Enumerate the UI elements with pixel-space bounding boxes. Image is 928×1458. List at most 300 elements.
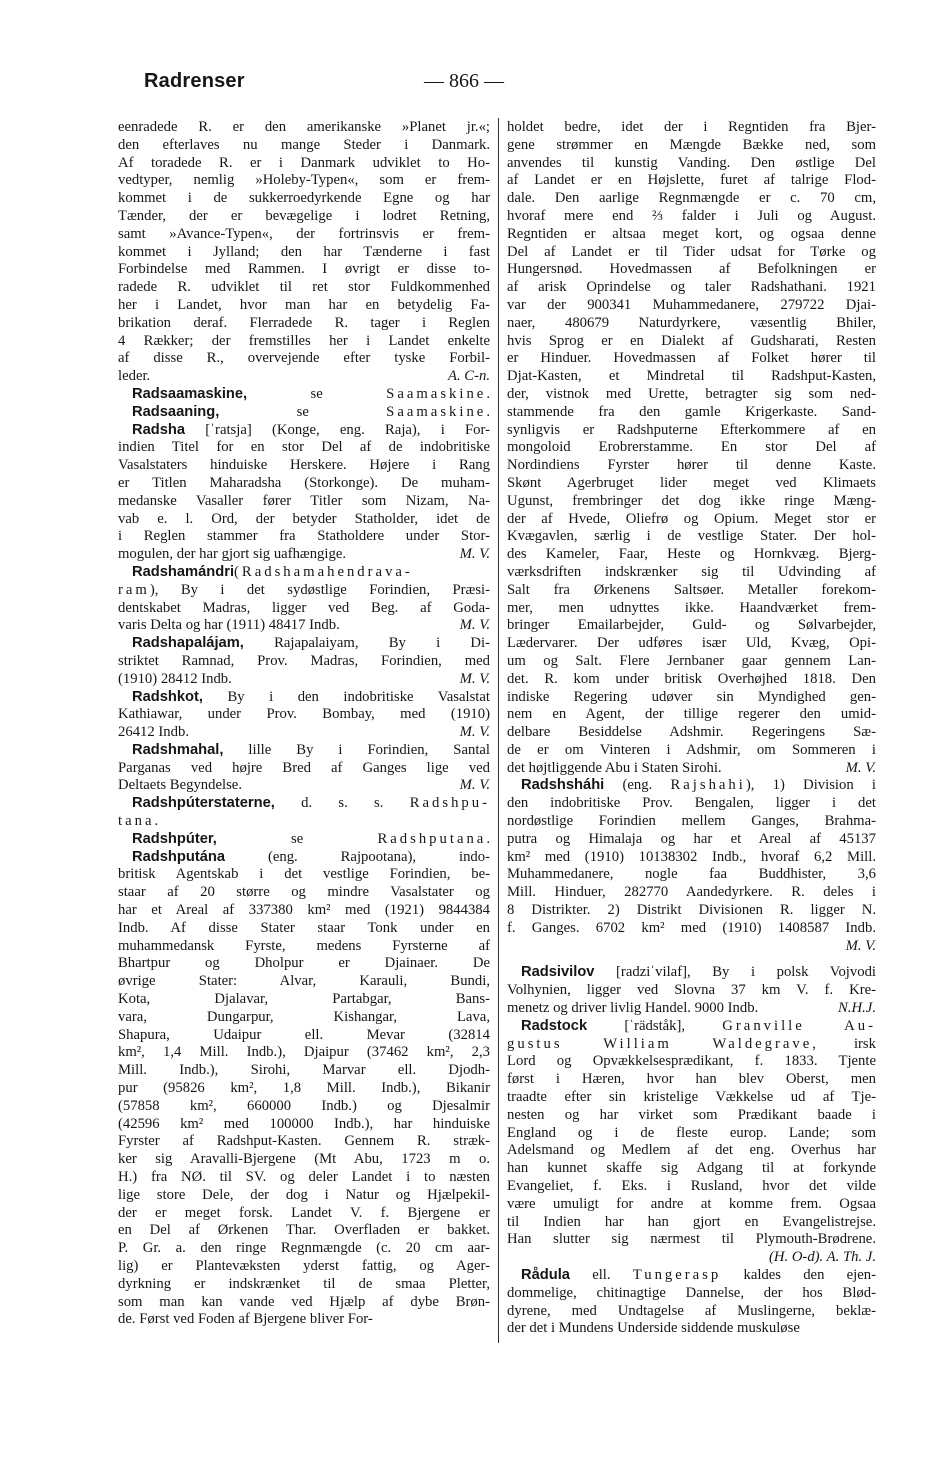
text-line — [507, 902, 876, 920]
text-line — [118, 813, 490, 831]
text-line — [507, 1142, 876, 1160]
text-line — [118, 511, 490, 529]
line-text: Shapura, Udaipur ell. Mevar (32814 — [118, 1026, 490, 1043]
text-line — [507, 1285, 876, 1303]
line-text: (eng. — [604, 777, 671, 794]
text-line — [118, 368, 490, 386]
spaced-term: Radshpu- — [409, 795, 490, 812]
line-text: By i den indobritiske Vasalstat — [203, 688, 490, 705]
line-text: des Kameler, Faar, Heste og Hornkvæg. Bjerg- — [507, 546, 876, 563]
entry-headword: Radshputána — [132, 848, 226, 865]
line-text: mer, men udnyttes ikke. Haandværket frem- — [507, 599, 876, 616]
entry-headword: Radshkot, — [132, 688, 203, 705]
text-line — [507, 1071, 876, 1089]
text-line — [118, 1258, 490, 1276]
line-text: den efterlaves nu mange Steder i Danmark. — [118, 136, 490, 153]
text-line — [507, 511, 876, 529]
line-text: se — [247, 385, 387, 402]
line-text: H.) fra NØ. til SV. og deler Landet i to næsten — [118, 1169, 490, 1186]
line-text: dommelige, chitinagtige Dannelse, der hos Blød- — [507, 1284, 876, 1301]
entry-headword: Rådula — [521, 1267, 570, 1283]
text-line — [507, 279, 876, 297]
text-line — [507, 172, 876, 190]
line-text: som man kan vande ved Hjælp af dybe Brøn- — [118, 1293, 490, 1310]
text-line — [507, 1107, 876, 1125]
line-text: holdet bedre, idet der i Regntiden fra Bjer- — [507, 119, 876, 135]
text-line — [118, 119, 490, 137]
line-text: naer, 480679 Naturdyrkere, væsentlig Bhiler, — [507, 314, 876, 331]
line-text: leder. — [118, 368, 151, 385]
line-text: P. Gr. a. den ringe Regnmængde (c. 20 cm aar- — [118, 1240, 490, 1257]
line-text: er Titlen Maharadsha (Storkonge). De muham- — [118, 474, 490, 491]
spaced-term: Granville Au- — [722, 1017, 876, 1034]
line-text: lig) er Plantevæksten yderst fattig, og Ager- — [118, 1258, 490, 1274]
line-text: hvis Sprog er en Dialekt af Gudsharati, Resten — [507, 332, 876, 349]
line-text: nem en Agent, der tillige regerer den umid- — [507, 706, 876, 723]
entry-first-line — [118, 831, 490, 849]
entry-first-line — [118, 564, 490, 582]
line-text: pur (95826 km², 1,8 Mill. Indb.), Bikanir — [118, 1080, 490, 1097]
line-text: se — [219, 403, 387, 420]
spaced-term: (Radshamahendrava- — [234, 563, 413, 580]
text-line — [507, 866, 876, 884]
text-line — [507, 350, 876, 368]
text-line — [507, 920, 876, 938]
line-text: Volhynien, ligger ved Slovna 37 km V. f. Kre- — [507, 982, 876, 999]
text-line — [118, 208, 490, 226]
text-line — [118, 315, 490, 333]
line-text: delbare Besiddelse Adshmir. Regeringens Sæ- — [507, 724, 876, 741]
text-line — [507, 724, 876, 742]
text-line — [118, 528, 490, 546]
line-text: Indb. Af disse Stater staar Tonk under en — [118, 919, 490, 936]
line-text: medanske Vasaller fører Titler som Nizam, Na- — [118, 492, 490, 509]
text-line — [507, 439, 876, 457]
text-line — [118, 1027, 490, 1045]
line-text: øvrige Stater: Alvar, Karauli, Bundi, — [118, 973, 490, 990]
entry-headword: Radshapalájam, — [132, 635, 244, 652]
entry-first-line — [118, 689, 490, 707]
text-line — [507, 475, 876, 493]
line-text: dentskabet Madras, ligger ved Beg. af Goda- — [118, 599, 490, 616]
line-text: vara, Dungarpur, Kishangar, Lava, — [118, 1008, 490, 1025]
line-text: kommet i de sukkerroedyrkende Egne og har — [118, 190, 490, 207]
text-line — [118, 297, 490, 315]
entry-headword: Radsivilov — [521, 964, 595, 981]
text-line — [507, 982, 876, 1000]
line-text: er Hinduer. Hovedmassen af Folket hører til — [507, 350, 876, 367]
line-text: Mill. Indb.), Sirohi, Marvar ell. Djodh- — [118, 1062, 490, 1079]
text-line — [118, 475, 490, 493]
text-line — [507, 635, 876, 653]
entry-headword: Radshpúter, — [132, 830, 217, 847]
text-line — [118, 938, 490, 956]
text-line — [507, 795, 876, 813]
spaced-term: gustus William Waldegrave — [507, 1035, 813, 1052]
text-line — [118, 1222, 490, 1240]
line-text: de. Først ved Foden af Bjergene bliver For- — [118, 1311, 373, 1328]
line-text: Del af Landet er til Tider udsat for Tørke og — [507, 243, 876, 260]
line-text: vedtyper, nemlig »Holeby-Typen«, som er frem- — [118, 172, 490, 189]
left-column — [118, 119, 490, 1329]
entry-first-line — [118, 742, 490, 760]
entry-headword: Radshmahal, — [132, 741, 224, 758]
line-text: indien Titel for en stor Del af de indobritiske — [118, 439, 490, 456]
line-text: km² med (1910) 10138302 Indb., hvoraf 6,2 Mill. — [507, 848, 876, 865]
entry-first-line — [507, 777, 876, 795]
line-text: traadte efter sin kristelige Vækkelse ud af Tje- — [507, 1089, 876, 1106]
line-text: af arisk Oprindelse og taler Radshathani. 1921 — [507, 279, 876, 296]
text-line — [507, 831, 876, 849]
entry-headword: Radshpúterstaterne, — [132, 795, 275, 812]
entry-first-line — [118, 404, 490, 422]
text-line — [507, 1053, 876, 1071]
line-text: Regntiden er altsaa meget kort, og ogsaa denne — [507, 225, 876, 242]
line-text: dyrene, med Undtagelse af Muslingerne, beklæ- — [507, 1302, 876, 1319]
line-text: ell. — [569, 1267, 633, 1283]
text-line — [507, 226, 876, 244]
spaced-term: Saamaskine — [386, 385, 487, 402]
line-text: 4 Rækker; der fremstilles her i Landet enkelte — [118, 332, 490, 349]
line-text: bringer Emailarbejder, Guld- og Sølvarbejder, — [507, 617, 876, 634]
text-line — [507, 386, 876, 404]
line-text: muhammedansk Fyrste, medens Fyrsterne af — [118, 937, 490, 954]
line-text: Lord og Opvækkelsesprædikant, f. 1833. Tjente — [507, 1053, 876, 1070]
entry-headword: Radsha — [132, 421, 186, 438]
text-line — [507, 137, 876, 155]
text-line — [507, 1125, 876, 1143]
text-line — [118, 600, 490, 618]
line-text: . — [154, 813, 159, 830]
line-text: , irsk — [812, 1035, 876, 1052]
author-signature: M. V. — [459, 777, 490, 794]
entry-first-line — [118, 635, 490, 653]
line-text: Vasalstaters hinduiske Herskere. Højere i Rang — [118, 457, 490, 474]
text-line — [507, 1303, 876, 1321]
line-text: dyrkning er indskrænket til de smaa Pletter, — [118, 1275, 490, 1292]
line-text: nesten og har virket som Prædikant baade i — [507, 1106, 876, 1123]
text-line — [118, 991, 490, 1009]
entry-first-line — [118, 422, 490, 440]
line-text: radede R. udviklet til ret stor Fuldkommenhed — [118, 279, 490, 296]
right-column — [507, 119, 876, 1338]
text-line — [118, 279, 490, 297]
text-line — [118, 1169, 490, 1187]
line-text-end: . — [486, 385, 490, 402]
text-line — [118, 653, 490, 671]
text-line — [118, 706, 490, 724]
text-line — [118, 155, 490, 173]
line-text-end: . — [486, 403, 490, 420]
text-line — [507, 457, 876, 475]
line-text: var der 900341 Muhammedanere, 279722 Djai- — [507, 296, 876, 313]
text-line — [507, 706, 876, 724]
line-text: har et Areal af 337380 km² med (1921) 9844384 — [118, 902, 490, 919]
text-line — [507, 261, 876, 279]
text-line — [507, 1249, 876, 1267]
text-line — [507, 297, 876, 315]
line-text: Lædervarer. Der udføres især Uld, Kvæg, Opi- — [507, 635, 876, 652]
line-text: det højtliggende Abu i Staten Sirohi. — [507, 759, 722, 776]
line-text: Fyrster af Radshput-Kasten. Gennem R. stræk- — [118, 1133, 490, 1150]
text-line — [507, 1000, 876, 1018]
line-text: (57858 km², 660000 Indb.) og Djesalmir — [118, 1097, 490, 1114]
text-line — [118, 172, 490, 190]
text-line — [118, 439, 490, 457]
line-text: staar af 20 større og mindre Vasalstater og — [118, 884, 490, 901]
text-line — [118, 226, 490, 244]
line-text: Kota, Djalavar, Partabgar, Bans- — [118, 991, 490, 1008]
entry-first-line — [118, 849, 490, 867]
text-line — [118, 1080, 490, 1098]
line-text: lige store Dele, der dog i Natur og Hjælpekil- — [118, 1186, 490, 1203]
line-text: striktet Ramnad, Prov. Madras, Forindien, med — [118, 652, 490, 669]
line-text: af Landet er en Højslette, furet af talrige Flod- — [507, 172, 876, 189]
text-line — [507, 155, 876, 173]
author-signature: M. V. — [459, 546, 490, 563]
text-line — [118, 866, 490, 884]
text-line — [507, 422, 876, 440]
line-text: [radziˈvilaf], By i polsk Vojvodi — [594, 964, 876, 981]
line-text: um og Salt. Flere Jernbaner gaar gennem Lan- — [507, 652, 876, 669]
spaced-term: Rajshahi — [670, 777, 746, 794]
text-line — [507, 315, 876, 333]
line-text: der det i Mundens Underside siddende muskuløse — [507, 1320, 800, 1337]
line-text: lille By i Forindien, Santal — [223, 741, 490, 758]
line-text: samt »Avance-Typen«, der fortrinsvis er frem- — [118, 225, 490, 242]
running-head: Radrenser — [144, 70, 245, 92]
text-line — [118, 973, 490, 991]
line-text: varis Delta og har (1911) 48417 Indb. — [118, 617, 340, 634]
line-text-end: ), 1) Division i — [745, 777, 876, 794]
text-line — [507, 564, 876, 582]
text-line — [118, 1151, 490, 1169]
line-text: her i Landet, hvor man har en betydelig Fa- — [118, 296, 490, 313]
text-line — [118, 1062, 490, 1080]
line-text: synligvis er Radshputerne Efterkommere af en — [507, 421, 876, 438]
text-line — [507, 119, 876, 137]
line-text: kommet i Jylland; den har Tænderne i fast — [118, 243, 490, 260]
text-line — [118, 955, 490, 973]
entry-first-line — [507, 964, 876, 982]
line-text: ), By i det sydøstlige Forindien, Præsi- — [149, 581, 490, 598]
line-text: en Del af Ørkenen Thar. Overfladen er bakket. — [118, 1222, 490, 1239]
text-line — [118, 920, 490, 938]
text-line — [118, 244, 490, 262]
text-line — [507, 1036, 876, 1054]
spaced-term: ram — [118, 581, 150, 598]
entry-first-line — [507, 1267, 876, 1285]
line-text: Rajapalaiyam, By i Di- — [243, 635, 490, 652]
column-divider — [498, 118, 499, 1343]
line-text: Han slutter sig nærmest til Plymouth-Brødrene. — [507, 1231, 876, 1248]
text-line — [118, 671, 490, 689]
text-line — [118, 333, 490, 351]
text-line — [507, 600, 876, 618]
text-line — [507, 244, 876, 262]
line-text: Nordindiens Fyrster hører til denne Kaste. — [507, 457, 876, 474]
text-line — [118, 902, 490, 920]
line-text: i Reglen stammer fra Statholdere under Stor- — [118, 528, 490, 545]
text-line — [507, 884, 876, 902]
author-signature: M. V. — [845, 937, 876, 954]
line-text: Kvægavlen, særlig i de vestlige Stater. Der hol- — [507, 528, 876, 545]
line-text: eenradede R. er den amerikanske »Planet jr.«; — [118, 119, 490, 135]
text-line — [507, 1231, 876, 1249]
author-signature: M. V. — [845, 759, 876, 776]
line-text: britisk Agentskab i det vestlige Forindien, be- — [118, 866, 490, 883]
line-text: Salt fra Ørkenens Saltsøer. Metaller forekom- — [507, 581, 876, 598]
line-text: mogulen, der har gjort sig uafhængige. — [118, 546, 347, 563]
text-line — [507, 1160, 876, 1178]
line-text: km², 1,4 Mill. Indb.), Djaipur (37462 km², 2,3 — [118, 1044, 490, 1061]
author-signature: M. V. — [459, 724, 490, 741]
text-line — [507, 493, 876, 511]
text-line — [118, 1044, 490, 1062]
text-line — [507, 582, 876, 600]
entry-headword: Radstock — [521, 1017, 588, 1034]
text-line — [118, 1276, 490, 1294]
text-line — [507, 333, 876, 351]
text-line — [507, 1178, 876, 1196]
text-line — [507, 653, 876, 671]
text-line — [507, 404, 876, 422]
entry-headword: Radshamándri — [132, 563, 235, 580]
line-text: f. Ganges. 6702 km² med (1910) 1408587 Indb. — [507, 919, 876, 936]
line-text: (1910) 28412 Indb. — [118, 670, 232, 687]
line-text: brikation deraf. Flerradede R. tager i Reglen — [118, 314, 490, 331]
line-text: putra og Himalaja og har et Areal af 45137 — [507, 830, 876, 847]
text-line — [118, 1116, 490, 1134]
text-line — [118, 724, 490, 742]
blank-line — [507, 955, 876, 964]
text-line — [507, 1196, 876, 1214]
line-text: Adelsmand og Medlem af det eng. Overhus har — [507, 1142, 876, 1159]
text-line — [118, 1009, 490, 1027]
text-line — [507, 760, 876, 778]
author-signature: M. V. — [459, 617, 490, 634]
line-text: d. s. s. — [274, 795, 410, 812]
line-text: til Indien har han gjort en Evangelistrejse. — [507, 1213, 876, 1230]
text-line — [507, 689, 876, 707]
text-line — [118, 190, 490, 208]
text-line — [118, 493, 490, 511]
line-text: Hungersnød. Hovedmassen af Befolkningen er — [507, 261, 876, 278]
entry-first-line — [507, 1018, 876, 1036]
text-line — [118, 1098, 490, 1116]
spaced-term: tana — [118, 813, 155, 830]
line-text: Parganas ved højre Bred af Ganges lige ved — [118, 759, 490, 776]
line-text: Bhartpur og Dholpur er Djainaer. De — [118, 955, 490, 972]
line-text: der er meget forsk. Landet V. f. Bjergene er — [118, 1204, 490, 1221]
text-line — [118, 617, 490, 635]
line-text: menetz og driver livlig Handel. 9000 Indb. — [507, 1000, 759, 1017]
spaced-term: Saamaskine — [386, 403, 487, 420]
line-text: Skønt Agerbruget lider meget ved Klimaets — [507, 474, 876, 491]
author-signature: (H. O-d). A. Th. J. — [768, 1249, 876, 1266]
spaced-term: Tungerasp — [632, 1267, 722, 1283]
line-text: 26412 Indb. — [118, 724, 189, 741]
author-signature: N.H.J. — [838, 1000, 876, 1017]
text-line — [118, 1133, 490, 1151]
line-text: England og i de fleste europ. Lande; som — [507, 1124, 876, 1141]
line-text: Djat-Kasten, et Mindretal til Radshput-Kasten, — [507, 368, 876, 385]
text-line — [118, 350, 490, 368]
line-text: vab e. l. Ord, der betyder Statholder, idet de — [118, 510, 490, 527]
text-line — [118, 1240, 490, 1258]
line-text: der, vistnok med Urette, betragter sig som ned- — [507, 385, 876, 402]
entry-first-line — [118, 795, 490, 813]
text-line — [507, 617, 876, 635]
line-text: først i Hæren, hvor han blev Oberst, men — [507, 1071, 876, 1088]
entry-headword: Radsaaning, — [132, 403, 220, 420]
text-line — [507, 849, 876, 867]
text-line — [507, 528, 876, 546]
line-text: [ˈratsja] (Konge, eng. Raja), i For- — [185, 421, 490, 438]
line-text: af disse R., overvejende efter tyske Forbil- — [118, 350, 490, 367]
line-text: Mill. Hinduer, 282770 Aandedyrkere. R. deles i — [507, 884, 876, 901]
text-line — [118, 582, 490, 600]
line-text: stammende fra den gamle Krigerkaste. Sand- — [507, 403, 876, 420]
text-line — [118, 261, 490, 279]
line-text: [ˈrädståk], — [587, 1017, 723, 1034]
line-text: mongoloid Erobrerstamme. En stor Del af — [507, 439, 876, 456]
text-line — [118, 457, 490, 475]
text-line — [507, 1089, 876, 1107]
line-text-end: . — [486, 830, 490, 847]
line-text: gene strømmer en Mængde Bække ned, som — [507, 136, 876, 153]
text-line — [507, 208, 876, 226]
text-line — [118, 546, 490, 564]
entry-headword: Radshsháhi — [521, 777, 605, 794]
entry-first-line — [118, 386, 490, 404]
entry-headword: Radsaamaskine, — [132, 385, 248, 402]
text-line — [118, 1205, 490, 1223]
line-text: nordøstlige Forindien mellem Ganges, Brahma- — [507, 813, 876, 830]
line-text: Muhammedanere, nogle faa Buddhister, 3,6 — [507, 866, 876, 883]
line-text: det. R. kom under britisk Overhøjhed 1818. Den — [507, 670, 876, 687]
text-line — [118, 1187, 490, 1205]
text-line — [118, 1294, 490, 1312]
line-text-end: kaldes den ejen- — [721, 1267, 876, 1283]
text-line — [507, 190, 876, 208]
text-line — [118, 1311, 490, 1329]
line-text: Deltaets Begyndelse. — [118, 777, 242, 794]
page-number: — 866 — — [424, 70, 504, 92]
text-line — [507, 1214, 876, 1232]
text-line — [118, 777, 490, 795]
line-text: Tænder, der er bevægelige i lodret Retning, — [118, 207, 490, 224]
text-line — [507, 938, 876, 956]
line-text: Kathiawar, under Prov. Bombay, med (1910) — [118, 706, 490, 723]
line-text: (eng. Rajpootana), indo- — [225, 848, 490, 865]
line-text: værksdriften indskrænker sig til Udvinding af — [507, 563, 876, 580]
line-text: (42596 km² med 100000 Indb.), har hinduiske — [118, 1115, 490, 1132]
text-line — [507, 742, 876, 760]
author-signature: M. V. — [459, 670, 490, 687]
line-text: Af toradede R. er i Danmark udviklet to Ho- — [118, 154, 490, 171]
line-text: Forbindelse med Rammen. I øvrigt er disse to- — [118, 261, 490, 278]
line-text: han kunnet skaffe sig Adgang til at forkynde — [507, 1160, 876, 1177]
line-text: ker sig Aravalli-Bjergene (Mt Abu, 1723 m o. — [118, 1151, 490, 1168]
line-text: de er om Vinteren i Adshmir, om Sommeren i — [507, 741, 876, 758]
line-text: anvendes til kunstig Vanding. Den østlige Del — [507, 154, 876, 171]
text-line — [507, 1320, 876, 1338]
line-text: den indobritiske Prov. Bengalen, ligger i det — [507, 795, 876, 812]
line-text: indiske Regering udøver sin Myndighed gen- — [507, 688, 876, 705]
line-text: dale. Den aarlige Regnmængde er c. 70 cm, — [507, 190, 876, 207]
line-text: være umuligt for andre at komme frem. Ogsaa — [507, 1195, 876, 1212]
